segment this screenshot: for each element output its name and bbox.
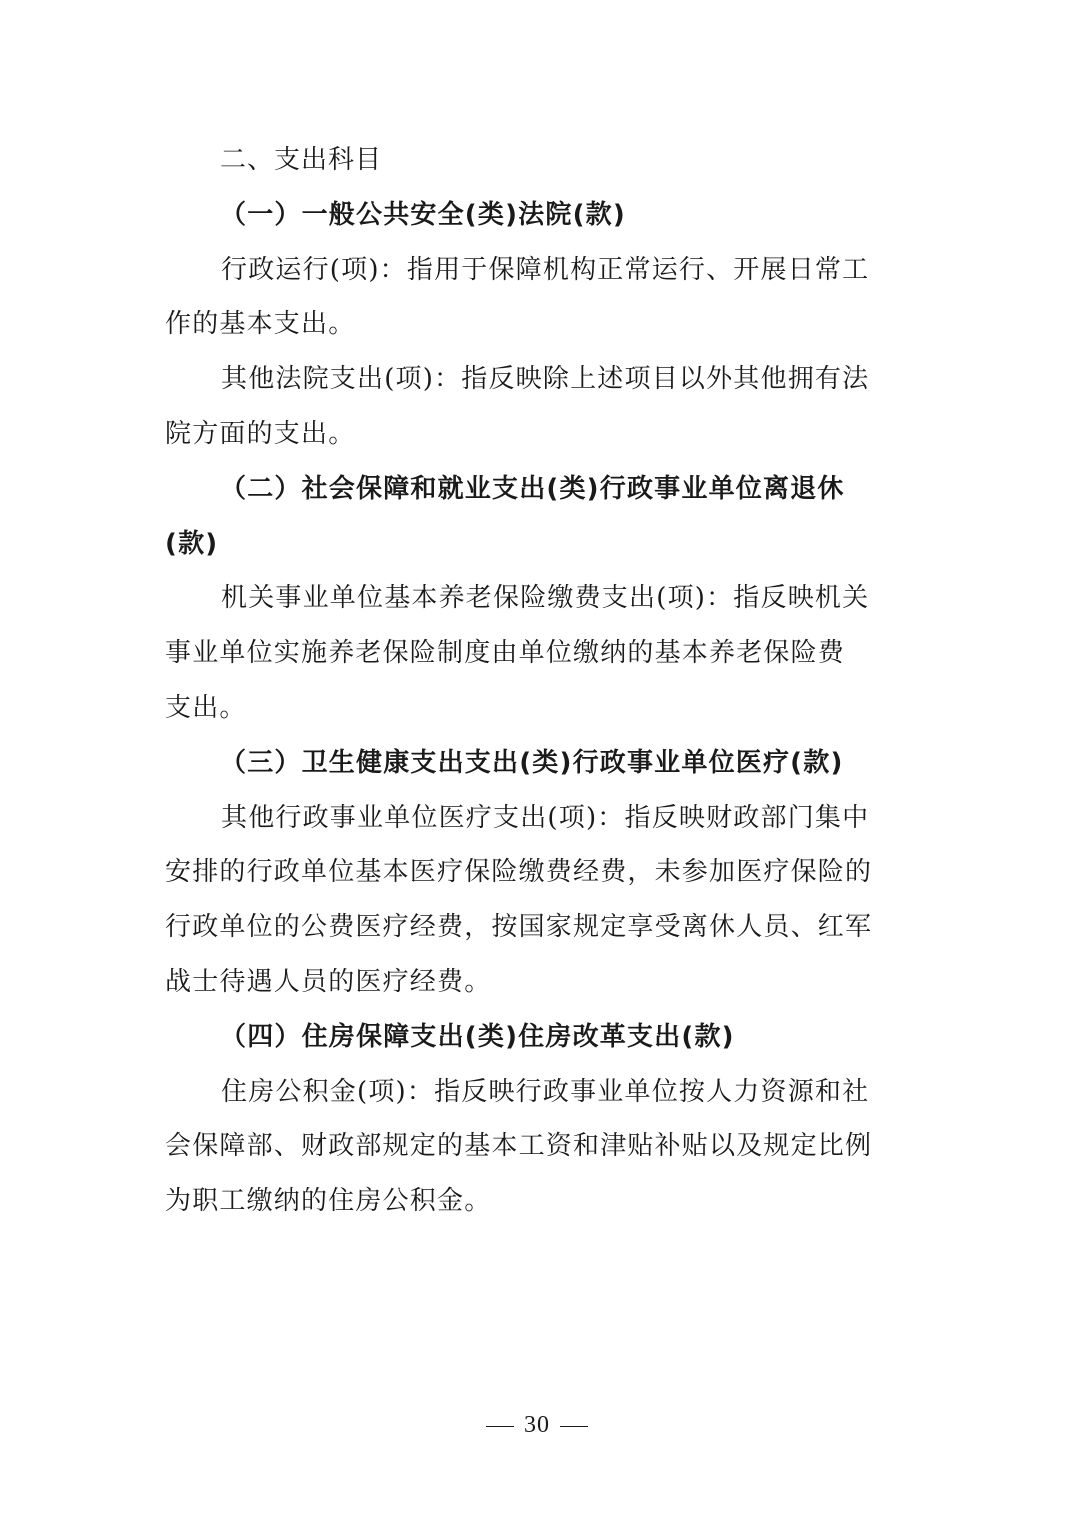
paragraph-line: 住房公积金(项)：指反映行政事业单位按人力资源和社 — [221, 1076, 870, 1107]
paragraph-line: 事业单位实施养老保险制度由单位缴纳的基本养老保险费 — [165, 638, 846, 669]
paragraph-line: 战士待遇人员的医疗经费。 — [165, 966, 492, 997]
paragraph-line: 行政运行(项)：指用于保障机构正常运行、开展日常工 — [221, 254, 870, 285]
paragraph-line: 行政单位的公费医疗经费，按国家规定享受离休人员、红军 — [165, 912, 873, 943]
page-number-footer — [0, 1412, 1074, 1439]
dash-right — [560, 1426, 588, 1428]
paragraph-line: 为职工缴纳的住房公积金。 — [165, 1186, 492, 1217]
document-body — [165, 133, 910, 1229]
section-title: 二、支出科目 — [220, 145, 383, 175]
subsection-heading-4: （四）住房保障支出(类)住房改革支出(款) — [220, 1021, 735, 1052]
paragraph-line: 支出。 — [165, 692, 247, 723]
paragraph-line: 作的基本支出。 — [165, 309, 356, 340]
subsection-heading-3: （三）卫生健康支出支出(类)行政事业单位医疗(款) — [220, 747, 844, 778]
paragraph-line: 其他行政事业单位医疗支出(项)：指反映财政部门集中 — [221, 802, 870, 833]
paragraph-line: 会保障部、财政部规定的基本工资和津贴补贴以及规定比例 — [165, 1131, 873, 1162]
paragraph-line: 其他法院支出(项)：指反映除上述项目以外其他拥有法 — [221, 364, 870, 395]
page-number: 30 — [524, 1412, 550, 1438]
paragraph-line: 机关事业单位基本养老保险缴费支出(项)：指反映机关 — [221, 583, 870, 614]
subsection-heading-2-cont: (款) — [165, 528, 219, 559]
subsection-heading-2: （二）社会保障和就业支出(类)行政事业单位离退休 — [220, 473, 845, 504]
paragraph-line: 院方面的支出。 — [165, 418, 356, 449]
dash-left — [486, 1426, 514, 1428]
paragraph-line: 安排的行政单位基本医疗保险缴费经费，未参加医疗保险的 — [165, 857, 873, 888]
subsection-heading-1: （一）一般公共安全(类)法院(款) — [220, 199, 626, 230]
